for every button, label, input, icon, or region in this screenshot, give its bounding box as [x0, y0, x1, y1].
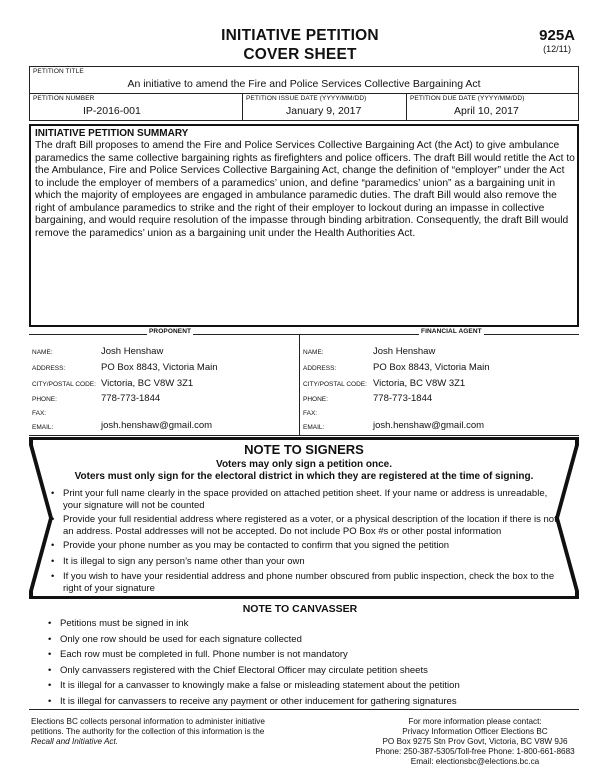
signers-line-1: Voters may only sign a petition once.: [216, 459, 392, 470]
list-item: • Only one row should be used for each signature collected: [48, 634, 568, 646]
list-item: • Petitions must be signed in ink: [48, 618, 568, 630]
summary-box: [29, 124, 579, 327]
footer-left: [31, 717, 311, 747]
proponent-email: josh.henshaw@gmail.com: [101, 420, 213, 431]
petition-number-label: PETITION NUMBER: [33, 95, 95, 102]
footer-right-line-5: Email: electionsbc@elections.bc.ca: [410, 757, 540, 766]
proponent-email-label: EMAIL:: [32, 424, 54, 431]
proponent-address: PO Box 8843, Victoria Main: [101, 362, 218, 373]
proponent-city-label: CITY/POSTAL CODE:: [32, 381, 96, 388]
issue-date-label: PETITION ISSUE DATE (YYYY/MM/DD): [246, 95, 367, 102]
footer-right-line-3: PO Box 9275 Stn Prov Govt, Victoria, BC V8W 9J6: [382, 737, 568, 746]
agent-email: josh.henshaw@gmail.com: [373, 420, 485, 431]
agent-address: PO Box 8843, Victoria Main: [373, 362, 490, 373]
issue-date: January 9, 2017: [286, 105, 362, 117]
proponent-heading: PROPONENT: [149, 328, 192, 335]
signers-section: [29, 437, 579, 599]
divider: [29, 435, 579, 436]
title-line-1: INITIATIVE PETITION: [221, 27, 379, 44]
list-item: • If you wish to have your residential address and phone number obscured from public inspection, check the box to the right of your signature: [51, 571, 557, 594]
proponent-fax-label: FAX:: [32, 410, 47, 417]
footer-divider: [29, 709, 579, 710]
footer-right-line-2: Privacy Information Officer Elections BC: [402, 727, 548, 736]
proponent-phone-label: PHONE:: [32, 396, 57, 403]
agent-address-label: ADDRESS:: [303, 365, 337, 372]
summary-text: The draft Bill proposes to amend the Fire and Police Services Collective Bargaining Act (the Act) to give ambulance paramedics the same collective bargaining rights as firefighters and police officers. The draft Bill would retitle the Act to the Ambulance, Fire and Police Services Collective Bargaining Act, change the definition of “employer” under the Act to include the employer of members of a paramedics’ union, and define “paramedics’ union” as a bargaining unit in which the majority of employees are engaged in ambulance paramedic duties. The draft Bill would also remove the right of ambulance paramedics to strike and the right of their employer to lockout during an impasse in collective bargaining, and would require resolution of the impasse through binding arbitration. Consequently, the draft Bill would remove the paramedics’ union as a bargaining unit under the Health Authorities Act.: [35, 140, 575, 239]
list-item: • Only canvassers registered with the Chief Electoral Officer may circulate petition sheets: [48, 665, 568, 677]
footer-right-line-1: For more information please contact:: [408, 717, 542, 726]
canvasser-list: [48, 618, 568, 707]
petition-info-row: [29, 93, 579, 121]
petition-title: An initiative to amend the Fire and Police Services Collective Bargaining Act: [127, 78, 481, 90]
canvasser-heading: NOTE TO CANVASSER: [242, 603, 358, 615]
agent-name: Josh Henshaw: [373, 346, 436, 357]
proponent-name-label: NAME:: [32, 349, 53, 356]
due-date-label: PETITION DUE DATE (YYYY/MM/DD): [410, 95, 525, 102]
divider: [299, 334, 300, 436]
signers-line-2: Voters must only sign for the electoral district in which they are registered at the time of signing.: [74, 471, 534, 482]
footer-left-line-1: Elections BC collects personal information to administer initiative: [31, 717, 265, 726]
list-item: • It is illegal to sign any person’s name other than your own: [51, 556, 557, 568]
footer-right: [370, 717, 580, 767]
signers-list: [51, 488, 557, 594]
petition-title-box: [29, 66, 579, 94]
footer-left-line-2: petitions. The authority for the collection of this information is the: [31, 727, 265, 736]
signers-heading: NOTE TO SIGNERS: [244, 442, 364, 457]
proponent-name: Josh Henshaw: [101, 346, 164, 357]
petition-number: IP-2016-001: [83, 105, 141, 117]
proponent-phone: 778-773-1844: [101, 393, 161, 404]
agent-city: Victoria, BC V8W 3Z1: [373, 378, 466, 389]
divider: [406, 94, 407, 120]
list-item: • It is illegal for a canvasser to knowingly make a false or misleading statement about the petition: [48, 680, 568, 692]
proponent-city: Victoria, BC V8W 3Z1: [101, 378, 194, 389]
list-item: • Provide your full residential address where registered as a voter, or a physical description of the location if there is not an address. Postal addresses will not be accepted. Do not include PO Box #s or other postal information: [51, 514, 557, 537]
footer-right-line-4: Phone: 250-387-5305/Toll-free Phone: 1-800-661-8683: [375, 747, 575, 756]
list-item: • It is illegal for canvassers to receive any payment or other inducement for gathering signatures: [48, 696, 568, 708]
footer-left-italic: Recall and Initiative Act.: [31, 737, 119, 746]
form-title: [0, 26, 600, 64]
contacts-section: [29, 330, 579, 436]
agent-phone: 778-773-1844: [373, 393, 433, 404]
list-item: • Print your full name clearly in the space provided on attached petition sheet. If your name or address is unreadable, your signature will not be counted: [51, 488, 557, 511]
financial-agent-heading: FINANCIAL AGENT: [421, 328, 482, 335]
divider: [242, 94, 243, 120]
due-date: April 10, 2017: [454, 105, 519, 117]
agent-email-label: EMAIL:: [303, 424, 325, 431]
summary-heading: INITIATIVE PETITION SUMMARY: [35, 128, 189, 139]
agent-name-label: NAME:: [303, 349, 324, 356]
agent-fax-label: FAX:: [303, 410, 318, 417]
divider: [29, 334, 579, 335]
proponent-address-label: ADDRESS:: [32, 365, 66, 372]
list-item: • Provide your phone number as you may be contacted to confirm that you signed the petition: [51, 540, 557, 552]
form-number-value: 925A: [539, 27, 575, 44]
title-line-2: COVER SHEET: [243, 46, 357, 63]
form-revision: (12/11): [543, 44, 571, 54]
form-number: [539, 27, 575, 55]
agent-city-label: CITY/POSTAL CODE:: [303, 381, 367, 388]
list-item: • Each row must be completed in full. Phone number is not mandatory: [48, 649, 568, 661]
agent-phone-label: PHONE:: [303, 396, 328, 403]
petition-title-label: PETITION TITLE: [33, 68, 84, 75]
